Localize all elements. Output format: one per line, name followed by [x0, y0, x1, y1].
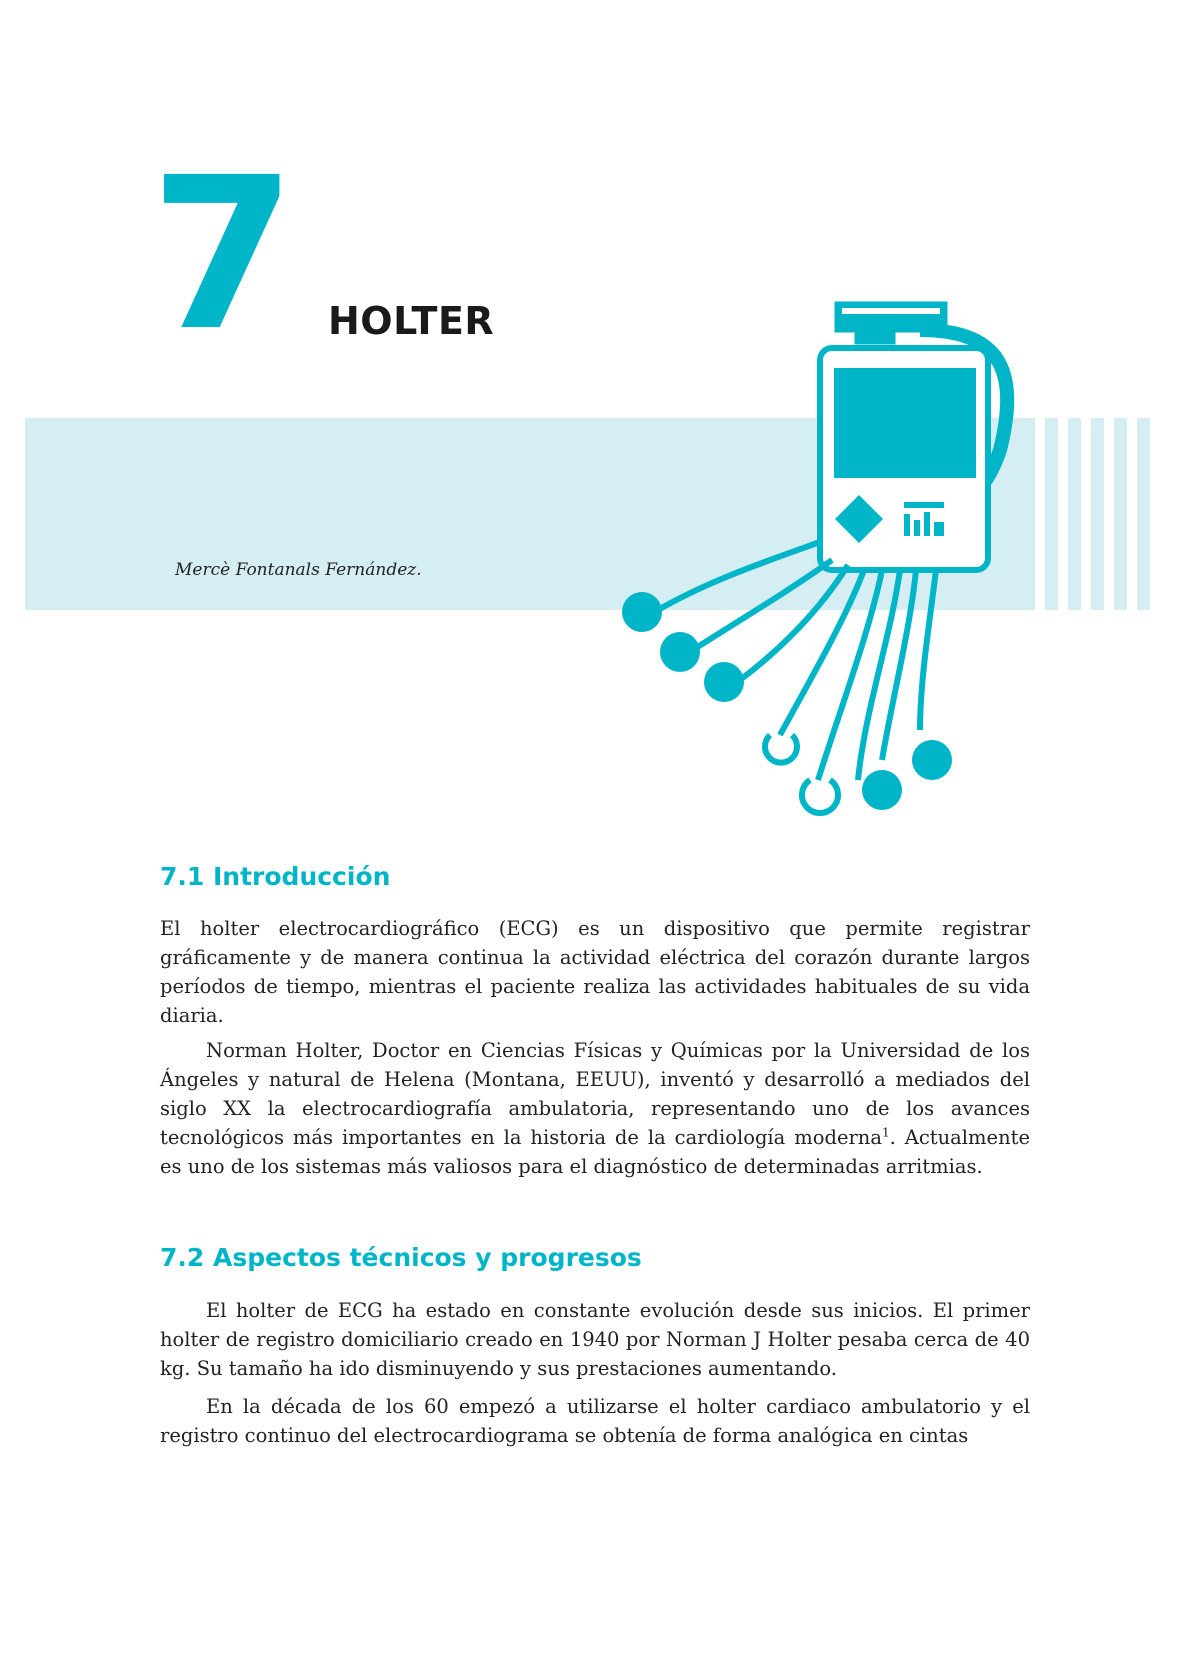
chapter-title: HOLTER	[328, 299, 495, 343]
band-stripe	[1045, 418, 1058, 610]
band-stripe	[1091, 418, 1104, 610]
band-stripe	[1068, 418, 1081, 610]
paragraph: El holter electrocardiográfico (ECG) es un dispositivo que permite registrar gráficamente y de manera continua la actividad eléctrica del corazón durante largos períodos de tiempo, mientras el paciente realiza las actividades habituales de su vida diaria.	[160, 917, 1030, 1027]
section-heading: 7.1 Introducción	[160, 862, 391, 891]
holter-device-icon	[620, 290, 1040, 870]
band-stripe	[1137, 418, 1150, 610]
paragraph: En la década de los 60 empezó a utilizarse el holter cardiaco ambulatorio y el registro continuo del electrocardiograma se obtenía de forma analógica en cintas	[160, 1395, 1030, 1447]
band-stripe	[1114, 418, 1127, 610]
section-heading: 7.2 Aspectos técnicos y progresos	[160, 1243, 642, 1272]
chapter-author: Mercè Fontanals Fernández.	[175, 560, 422, 580]
footnote-reference[interactable]: 1	[882, 1125, 890, 1140]
paragraph	[160, 1036, 1030, 1181]
paragraph-text: Norman Holter, Doctor en Ciencias Físicas y Químicas por la Universidad de los Ángeles y natural de Helena (Montana, EEUU), inventó y desarrolló a mediados del siglo XX la electrocardiografía ambulatoria, representando uno de los avances tecnológicos más importantes en la historia de la cardiología moderna	[160, 1039, 1030, 1149]
paragraph-tail: . Actualmente es uno de los sistemas más valiosos para el diagnóstico de determinadas arritmias.	[160, 1126, 1031, 1178]
chapter-number: 7	[150, 132, 297, 377]
paragraph: El holter de ECG ha estado en constante evolución desde sus inicios. El primer holter de registro domiciliario creado en 1940 por Norman J Holter pesaba cerca de 40 kg. Su tamaño ha ido disminuyendo y sus prestaciones aumentando.	[160, 1299, 1030, 1380]
